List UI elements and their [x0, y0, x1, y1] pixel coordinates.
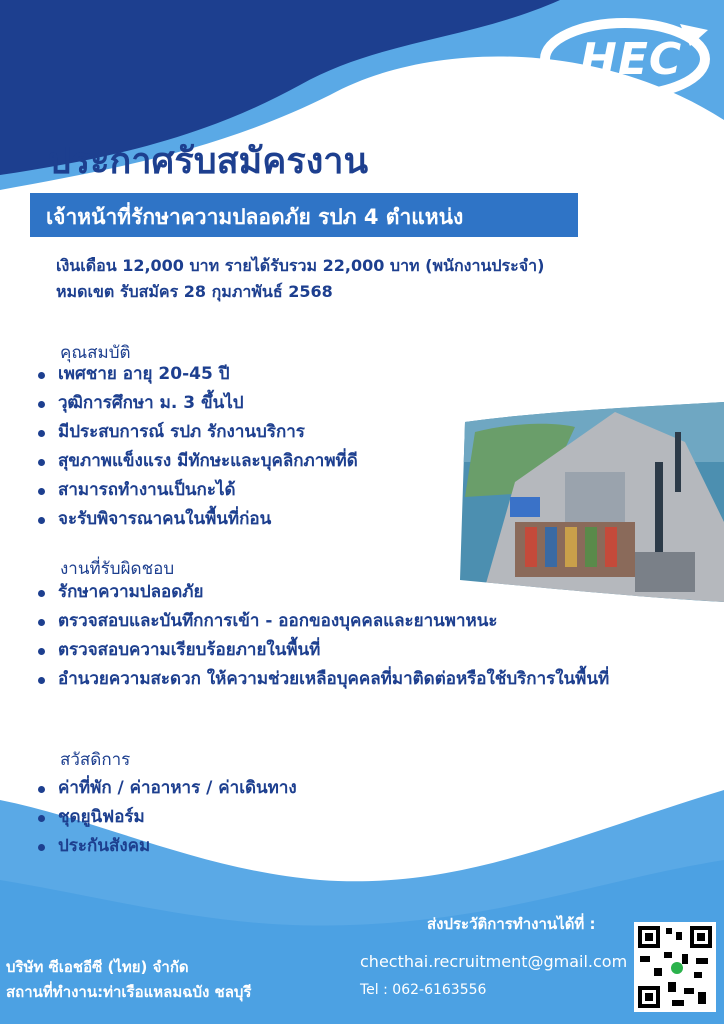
company-name: บริษัท ซีเอชอีซี (ไทย) จำกัด	[6, 958, 189, 976]
list-item: เพศชาย อายุ 20-45 ปี	[38, 360, 358, 389]
list-item: รักษาความปลอดภัย	[38, 578, 638, 607]
salary-text: เงินเดือน 12,000 บาท รายได้รับรวม 22,000 บาท (พนักงานประจำ)	[56, 256, 545, 275]
workplace-text: สถานที่ทำงาน:ท่าเรือแหลมฉบัง ชลบุรี	[6, 983, 252, 1001]
apply-label: ส่งประวัติการทำงานได้ที่ :	[427, 915, 596, 933]
list-item: จะรับพิจารณาคนในพื้นที่ก่อน	[38, 505, 358, 534]
list-item: ประกันสังคม	[38, 832, 297, 861]
qualifications-heading: คุณสมบัติ	[60, 343, 131, 363]
position-banner	[30, 193, 578, 237]
qualifications-list	[38, 360, 358, 534]
list-item: ค่าที่พัก / ค่าอาหาร / ค่าเดินทาง	[38, 774, 297, 803]
page-title: ประกาศรับสมัครงาน	[48, 141, 369, 182]
benefits-heading: สวัสดิการ	[60, 750, 131, 770]
port-photo-icon	[455, 402, 724, 602]
contact-email[interactable]: checthai.recruitment@gmail.com	[360, 952, 628, 971]
list-item: มีประสบการณ์ รปภ รักงานบริการ	[38, 418, 358, 447]
benefits-list	[38, 774, 297, 861]
responsibilities-heading: งานที่รับผิดชอบ	[60, 559, 175, 579]
list-item: ชุดยูนิฟอร์ม	[38, 803, 297, 832]
list-item: สุขภาพแข็งแรง มีทักษะและบุคลิกภาพที่ดี	[38, 447, 358, 476]
position-title: เจ้าหน้าที่รักษาความปลอดภัย รปภ 4 ตำแหน่ง	[46, 205, 464, 229]
logo-text: HEC	[580, 34, 683, 85]
list-item: สามารถทำงานเป็นกะได้	[38, 476, 358, 505]
list-item: อำนวยความสะดวก ให้ความช่วยเหลือบุคคลที่มาติดต่อหรือใช้บริการในพื้นที่	[38, 665, 638, 694]
contact-phone[interactable]: Tel : 062-6163556	[360, 982, 487, 998]
list-item: วุฒิการศึกษา ม. 3 ขึ้นไป	[38, 389, 358, 418]
responsibilities-list	[38, 578, 638, 694]
deadline-text: หมดเขต รับสมัคร 28 กุมภาพันธ์ 2568	[56, 282, 333, 301]
list-item: ตรวจสอบและบันทึกการเข้า - ออกของบุคคลและยานพาหนะ	[38, 607, 638, 636]
qr-code-icon[interactable]	[634, 922, 716, 1012]
list-item: ตรวจสอบความเรียบร้อยภายในพื้นที่	[38, 636, 638, 665]
